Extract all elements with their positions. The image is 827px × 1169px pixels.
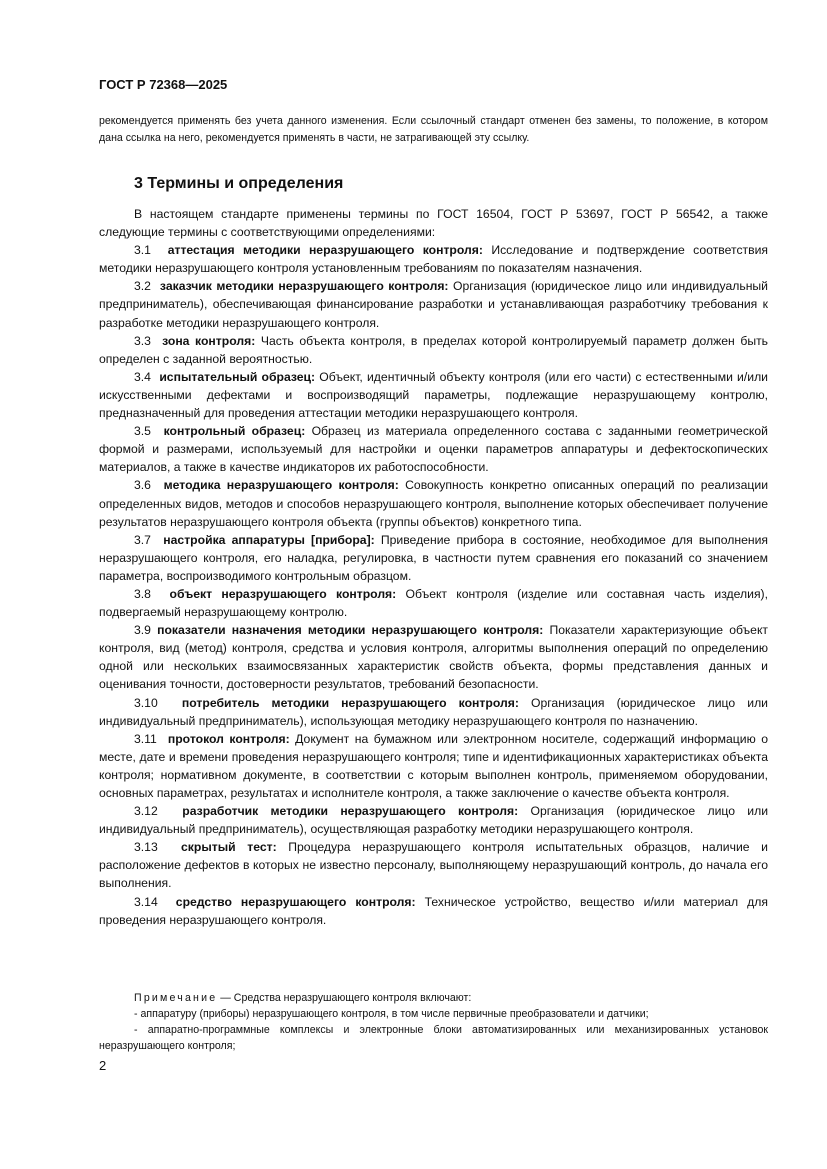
section-body: [99, 205, 768, 929]
term-number: 3.12: [134, 804, 158, 819]
term-number: 3.7: [134, 532, 151, 547]
term-name: методика неразрушающего контроля:: [163, 478, 399, 493]
term-name: потребитель методики неразрушающего контроля:: [181, 695, 519, 710]
term-number: 3.4: [134, 369, 151, 384]
term-name: аттестация методики неразрушающего контроля:: [167, 243, 483, 258]
term-number: 3.1: [134, 243, 151, 258]
term-number: 3.11: [134, 731, 157, 746]
term-entry: [99, 621, 768, 693]
term-name: объект неразрушающего контроля:: [169, 586, 397, 601]
term-name: заказчик методики неразрушающего контроля:: [159, 279, 449, 294]
term-entry: [99, 585, 768, 621]
term-entry: [99, 730, 768, 802]
term-definition: Техническое устройство, вещество и/или материал для проведения неразрушающего контроля.: [99, 894, 768, 927]
term-definition: Организация (юридическое лицо или индивидуальный предприниматель), обеспечивающая финансирование разработки и устанавливающая разработчику требования к разработке методики неразрушающего контроля.: [99, 279, 768, 330]
note-heading: [99, 990, 768, 1006]
term-name: скрытый тест:: [181, 840, 277, 855]
term-entry: [99, 241, 768, 277]
term-definition: Часть объекта контроля, в пределах которой контролируемый параметр должен быть определен с заданной вероятностью.: [99, 333, 769, 366]
term-number: 3.2: [134, 279, 151, 294]
term-number: 3.10: [134, 695, 158, 710]
section-lead: В настоящем стандарте применены термины по ГОСТ 16504, ГОСТ Р 53697, ГОСТ Р 56542, а также следующие термины с соответствующими определениями:: [99, 207, 768, 240]
term-number: 3.6: [134, 478, 151, 493]
term-definition: Процедура неразрушающего контроля испытательных образцов, наличие и расположение дефектов в которых не известно персоналу, выполняющему неразрушающий контроль, до начала его выполнения.: [99, 840, 768, 891]
term-definition: Организация (юридическое лицо или индивидуальный предприниматель), осуществляющая разработку методики неразрушающего контроля.: [99, 804, 769, 837]
term-entry: [99, 802, 768, 838]
term-entry: [99, 838, 768, 892]
term-entry: [99, 893, 768, 929]
term-definition: Документ на бумажном или электронном носителе, содержащий информацию о месте, дате и времени проведения неразрушающего контроля; типе и идентификационных характеристиках объекта контроля; нормативном документе, в соответствии с которым выполнен контроль, применяемом оборудовании, основных параметрах, результатах и исполнителе контроля, а также заключение о качестве объекта контроля.: [99, 731, 769, 800]
term-definition: Образец из материала определенного состава с заданными геометрической формой и размерами, используемый для настройки и оценки параметров аппаратуры и дефектоскопических материалов, а также в качестве индикаторов их работоспособности.: [99, 424, 768, 475]
term-number: 3.5: [134, 424, 151, 439]
term-name: настройка аппаратуры [прибора]:: [163, 532, 375, 547]
term-number: 3.13: [134, 840, 158, 855]
term-entry: [99, 531, 768, 585]
term-number: 3.9: [134, 623, 151, 638]
term-number: 3.8: [134, 586, 151, 601]
term-definition: Приведение прибора в состояние, необходимое для выполнения неразрушающего контроля, его наладка, регулировка, в частности путем сравнения его показаний со значением параметра, воспроизводимого контрольным образцом.: [99, 532, 768, 583]
term-name: протокол контроля:: [167, 731, 290, 746]
term-name: показатели назначения методики неразрушающего контроля:: [157, 623, 544, 638]
term-number: 3.3: [134, 333, 151, 348]
term-name: зона контроля:: [162, 333, 256, 348]
document-header: ГОСТ Р 72368—2025: [99, 77, 228, 92]
term-entry: [99, 368, 768, 422]
term-name: разработчик методики неразрушающего контроля:: [182, 804, 519, 819]
term-name: контрольный образец:: [163, 424, 306, 439]
note-item: - аппаратно-программные комплексы и электронные блоки автоматизированных или механизированных установок неразрушающего контроля;: [99, 1024, 768, 1052]
term-definition: Показатели характеризующие объект контроля, вид (метод) контроля, средства и условия контроля, алгоритмы выполнения операций по определению одной или нескольких взаимосвязанных характеристик свойств объекта, формы представления данных и оценивания точности, достоверности результатов, требований безопасности.: [99, 623, 768, 692]
intro-paragraph: рекомендуется применять без учета данного изменения. Если ссылочный стандарт отменен без замены, то положение, в котором дана ссылка на него, рекомендуется применять в части, не затрагивающей эту ссылку.: [99, 115, 768, 144]
note-block: [99, 990, 768, 1054]
term-name: средство неразрушающего контроля:: [175, 894, 416, 909]
term-entry: [99, 476, 768, 530]
term-number: 3.14: [134, 894, 158, 909]
note-intro: — Средства неразрушающего контроля включают:: [217, 992, 472, 1004]
term-entry: [99, 694, 768, 730]
term-entry: [99, 277, 768, 331]
term-definition: Исследование и подтверждение соответствия методики неразрушающего контроля установленным требованиям по показателям назначения.: [99, 243, 768, 276]
section-title: 3 Термины и определения: [134, 175, 344, 192]
term-name: испытательный образец:: [159, 369, 316, 384]
term-entry: [99, 422, 768, 476]
term-entry: [99, 332, 768, 368]
term-definition: Организация (юридическое лицо или индивидуальный предприниматель), использующая методику неразрушающего контроля по назначению.: [99, 695, 768, 728]
note-item: - аппаратуру (приборы) неразрушающего контроля, в том числе первичные преобразователи и датчики;: [134, 1008, 649, 1020]
term-definition: Объект контроля (изделие или составная часть изделия), подвергаемый неразрушающему контролю.: [99, 586, 768, 620]
note-label: Примечание: [134, 992, 218, 1004]
term-definition: Объект, идентичный объекту контроля (или его части) с естественными и/или искусственными дефектами и воспроизводящий параметры, подлежащие неразрушающему контролю, предназначенный для проведения аттестации методики неразрушающего контроля.: [99, 369, 768, 421]
page-number: 2: [99, 1058, 107, 1073]
term-definition: Совокупность конкретно описанных операций по реализации определенных видов, методов и способов неразрушающего контроля, выполнение которых обеспечивает получение результатов неразрушающего контроля объекта (группы объектов) конкретного типа.: [99, 478, 769, 529]
